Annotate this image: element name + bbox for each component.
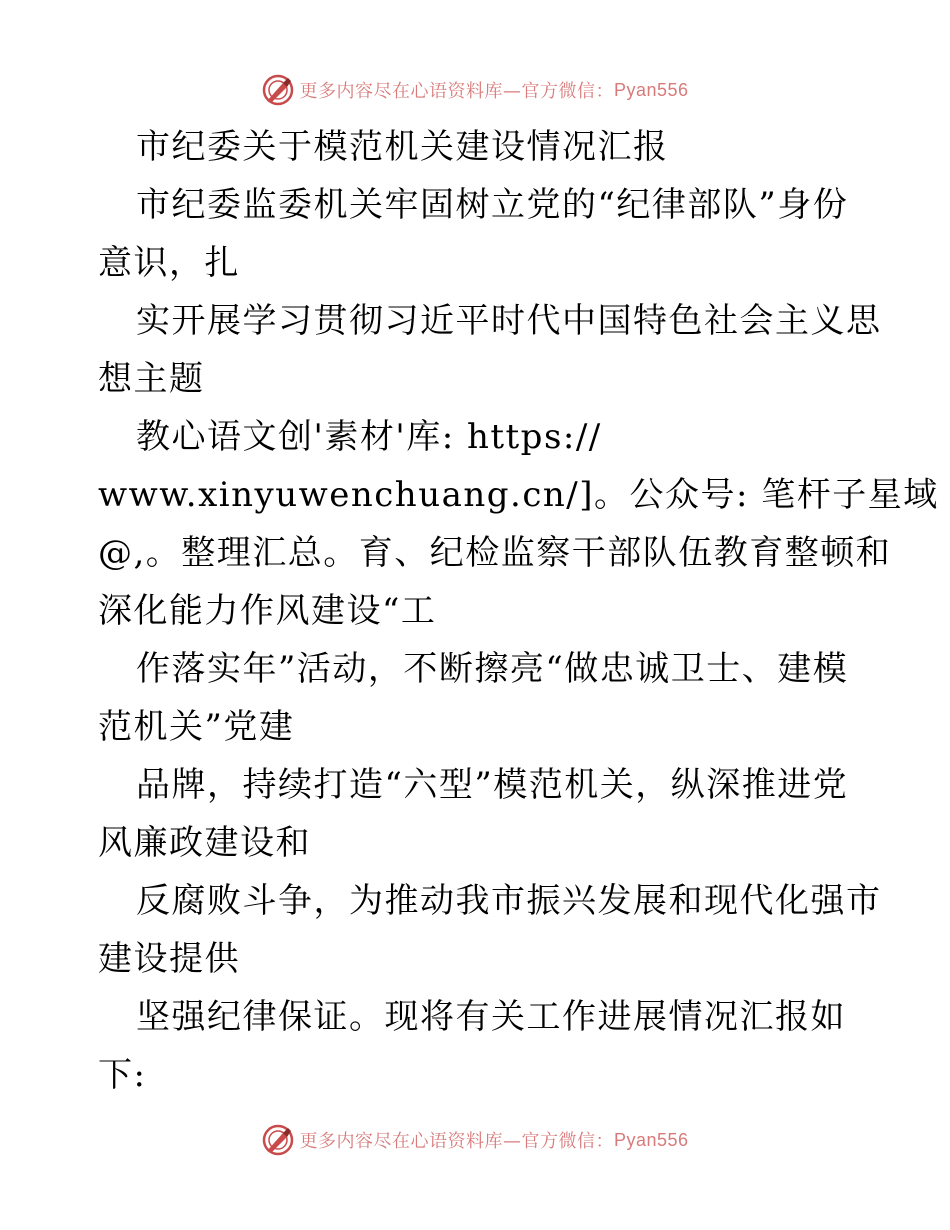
text-line: 想主题 xyxy=(98,359,205,399)
text-line: 意识，扎 xyxy=(98,243,240,283)
text-line: www.xinyuwenchuang.cn/]。公众号: 笔杆子星域 xyxy=(98,475,939,515)
text-line: 教心语文创'素材'库: https:// xyxy=(136,417,602,457)
document-title: 市纪委关于模范机关建设情况汇报 xyxy=(136,127,669,167)
text-line: 建设提供 xyxy=(98,939,240,979)
text-line: 下: xyxy=(98,1055,147,1095)
text-line: 反腐败斗争，为推动我市振兴发展和现代化强市 xyxy=(136,881,882,921)
text-line: 实开展学习贯彻习近平时代中国特色社会主义思 xyxy=(136,301,882,341)
watermark-wechat-id: Pyan556 xyxy=(613,1129,689,1150)
text-line: 深化能力作风建设“工 xyxy=(98,591,437,631)
watermark-text: 更多内容尽在心语资料库—官方微信： xyxy=(299,1131,614,1152)
text-line: 品牌，持续打造“六型”模范机关，纵深推进党 xyxy=(136,765,849,805)
footer-watermark xyxy=(0,1120,950,1160)
text-line: 坚强纪律保证。现将有关工作进展情况汇报如 xyxy=(136,997,846,1037)
watermark-wechat-id: Pyan556 xyxy=(613,79,689,100)
watermark-text: 更多内容尽在心语资料库—官方微信： xyxy=(299,81,614,102)
pen-logo-icon xyxy=(261,1123,295,1157)
text-line: 作落实年”活动，不断擦亮“做忠诚卫士、建模 xyxy=(136,649,849,689)
pen-logo-icon xyxy=(261,73,295,107)
text-line: 范机关”党建 xyxy=(98,707,295,747)
text-line: 市纪委监委机关牢固树立党的“纪律部队”身份 xyxy=(136,185,849,225)
header-watermark xyxy=(0,70,950,110)
text-line: 风廉政建设和 xyxy=(98,823,311,863)
text-line: @,。整理汇总。育、纪检监察干部队伍教育整顿和 xyxy=(98,533,892,573)
document-body xyxy=(98,118,939,1104)
